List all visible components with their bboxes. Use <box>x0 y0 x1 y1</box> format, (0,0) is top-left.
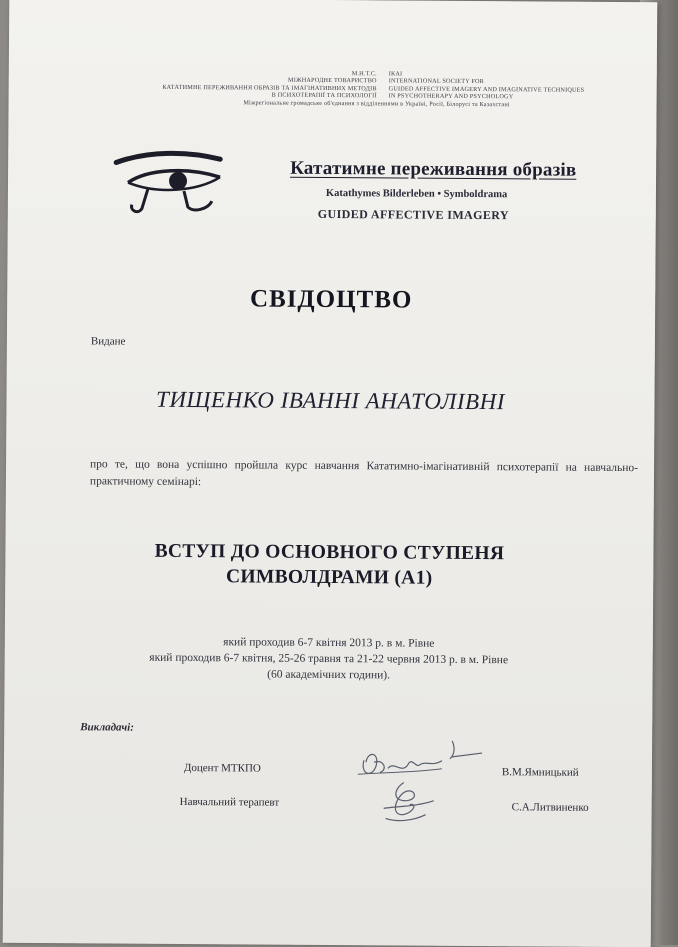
header-left-text: М.Н.Т.С. <box>351 70 377 78</box>
document-title: СВІДОЦТВО <box>249 285 413 314</box>
header-right-text: ІКАІ <box>388 70 403 78</box>
teacher-name: В.М.Ямницький <box>501 766 579 779</box>
dates-line: який проходив 6-7 квітня, 25-26 травня та 21-22 червня 2013 р. в м. Рівне <box>149 651 509 667</box>
organization-subtitle-german: Katathymes Bilderleben • Symboldrama <box>325 187 508 201</box>
dates-line: який проходив 6-7 квітня 2013 р. в м. Рівне <box>223 636 435 650</box>
course-title-line: СИМВОЛДРАМИ (А1) <box>226 566 433 589</box>
issued-label: Видане <box>90 335 126 348</box>
header-left-text: В ПСИХОТЕРАПІЇ ТА ПСИХОЛОГІЇ <box>271 91 377 100</box>
header-left-text: КАТАТИМНЕ ПЕРЕЖИВАННЯ ОБРАЗІВ ТА ІМАГІНАТИВНИХ МЕТОДІВ <box>162 83 377 93</box>
dates-line: (60 академічних години). <box>267 668 391 682</box>
organization-header <box>97 68 657 109</box>
teacher-role: Навчальний терапевт <box>179 795 280 809</box>
recipient-name: ТИЩЕНКО ІВАННІ АНАТОЛІВНІ <box>155 386 506 415</box>
organization-subtitle-english: GUIDED AFFECTIVE IMAGERY <box>317 206 510 223</box>
certificate-sheet <box>3 0 658 947</box>
teachers-label: Викладачі: <box>80 721 134 734</box>
header-footnote: Міжрегіональне громадське об'єднання з відділеннями в Україні, Росії, Білорусі та Казахстані <box>243 98 510 108</box>
course-title-line: ВСТУП ДО ОСНОВНОГО СТУПЕНЯ <box>154 540 505 565</box>
teacher-name: С.А.Литвиненко <box>511 801 589 814</box>
signature-lytvynenko <box>374 778 444 828</box>
course-title <box>5 538 653 593</box>
course-dates <box>5 633 653 686</box>
organization-title: Кататимне переживання образів <box>290 157 577 181</box>
header-left-text: МІЖНАРОДНЕ ТОВАРИСТВО <box>287 77 377 85</box>
header-right-text: INTERNATIONAL SOCIETY FOR <box>388 77 485 86</box>
certificate-body-text: про те, що вона успішно пройшла курс навчання Кататимно-імагінативній психотерапії на навчально-практичному семінарі: <box>89 458 639 489</box>
eye-of-horus-icon <box>108 148 228 219</box>
header-right-text: GUIDED AFFECTIVE IMAGERY AND IMAGINATIVE TECHNIQUES <box>388 85 585 94</box>
header-right-text: IN PSYCHOTHERAPY AND PSYCHOLOGY <box>388 92 514 101</box>
teacher-role: Доцент МТКПО <box>183 761 261 775</box>
